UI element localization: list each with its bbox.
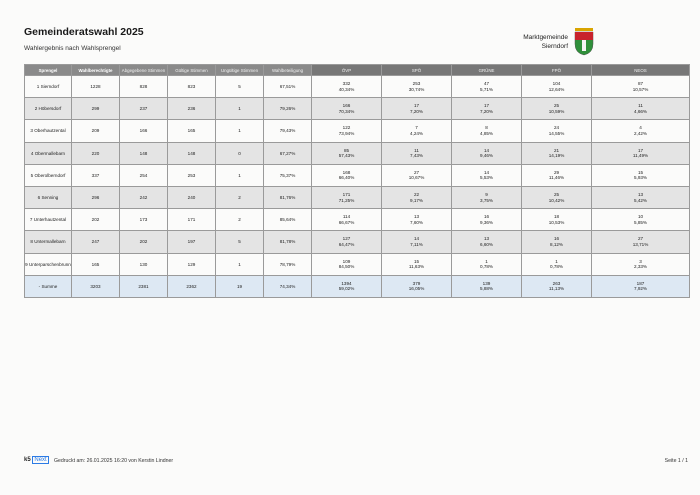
party-votes: 15	[413, 258, 420, 264]
party-votes: 11	[414, 147, 419, 153]
cell-party-result	[312, 142, 382, 164]
party-votes: 27	[637, 236, 644, 242]
cell-party-result	[452, 209, 522, 231]
cell-valid: 197	[168, 231, 216, 253]
cell-invalid: 5	[216, 76, 264, 98]
cell-party-result	[312, 209, 382, 231]
cell-party-result	[592, 164, 690, 186]
party-votes: 7	[415, 125, 418, 131]
table-row	[25, 120, 690, 142]
cell-party-result	[382, 186, 452, 208]
party-percent: 5,71%	[479, 86, 494, 92]
cell-party-result	[452, 76, 522, 98]
party-votes: 17	[483, 103, 490, 109]
cell-party-result	[522, 231, 592, 253]
party-percent: 10,67%	[408, 175, 425, 181]
party-votes: 29	[553, 169, 560, 175]
party-percent: 0,78%	[549, 264, 564, 270]
party-votes: 17	[637, 147, 644, 153]
party-votes: 47	[483, 81, 490, 87]
party-percent: 11,13%	[548, 286, 565, 292]
cell-party-result	[382, 209, 452, 231]
cell-invalid: 1	[216, 253, 264, 275]
cell-valid: 240	[168, 186, 216, 208]
party-votes: 171	[342, 192, 351, 198]
page-title: Gemeinderatswahl 2025	[24, 26, 144, 38]
cell-cast: 828	[120, 76, 168, 98]
party-percent: 9,36%	[479, 219, 494, 225]
party-percent: 40,34%	[338, 86, 355, 92]
cell-party-result	[522, 120, 592, 142]
party-percent: 66,67%	[338, 219, 355, 225]
party-percent: 16,05%	[408, 286, 425, 292]
cell-party-result	[452, 186, 522, 208]
cell-eligible: 220	[72, 142, 120, 164]
party-percent: 14,19%	[548, 153, 565, 159]
party-votes: 17	[413, 103, 420, 109]
party-percent: 30,74%	[408, 86, 425, 92]
cell-turnout: 67,27%	[264, 142, 312, 164]
party-votes: 139	[482, 280, 491, 286]
table-row	[25, 98, 690, 120]
party-percent: 57,43%	[338, 153, 355, 159]
party-votes: 87	[637, 81, 644, 87]
cell-eligible: 3203	[72, 275, 120, 297]
cell-name: 3 Oberhautzental	[25, 120, 72, 142]
coat-of-arms-icon	[574, 28, 594, 56]
cell-party-result	[592, 186, 690, 208]
party-percent: 8,12%	[549, 241, 564, 247]
cell-cast: 202	[120, 231, 168, 253]
party-percent: 5,93%	[633, 175, 648, 181]
cell-turnout: 81,78%	[264, 231, 312, 253]
party-percent: 7,92%	[633, 286, 648, 292]
total-row	[25, 275, 690, 297]
cell-turnout: 67,51%	[264, 76, 312, 98]
party-percent: 12,64%	[548, 86, 565, 92]
column-header: Wahlberechtigte	[72, 65, 120, 76]
cell-name: 2 Höbersdorf	[25, 98, 72, 120]
column-header: SPÖ	[382, 65, 452, 76]
party-votes: 9	[485, 192, 488, 198]
k5-next-logo	[24, 457, 49, 463]
municipality-line2: Sierndorf	[541, 43, 568, 50]
table-row	[25, 76, 690, 98]
cell-party-result	[592, 209, 690, 231]
cell-cast: 254	[120, 164, 168, 186]
party-percent: 73,94%	[338, 130, 355, 136]
party-percent: 5,42%	[633, 197, 648, 203]
cell-turnout: 74,34%	[264, 275, 312, 297]
party-votes: 13	[637, 192, 644, 198]
party-votes: 8	[485, 125, 488, 131]
cell-eligible: 202	[72, 209, 120, 231]
cell-party-result	[312, 253, 382, 275]
party-votes: 127	[342, 236, 351, 242]
party-percent: 71,25%	[338, 197, 355, 203]
cell-party-result	[382, 142, 452, 164]
cell-party-result	[312, 275, 382, 297]
cell-party-result	[522, 142, 592, 164]
party-votes: 1394	[341, 280, 352, 286]
page-subtitle: Wahlergebnis nach Wahlsprengel	[24, 45, 121, 52]
column-header: FPÖ	[522, 65, 592, 76]
cell-party-result	[452, 120, 522, 142]
cell-party-result	[382, 275, 452, 297]
cell-party-result	[592, 120, 690, 142]
party-percent: 0,78%	[479, 264, 494, 270]
cell-invalid: 2	[216, 186, 264, 208]
party-votes: 187	[636, 280, 645, 286]
cell-party-result	[312, 164, 382, 186]
party-votes: 27	[413, 169, 420, 175]
party-percent: 13,71%	[632, 241, 649, 247]
cell-cast: 173	[120, 209, 168, 231]
table-row	[25, 142, 690, 164]
party-percent: 4,85%	[479, 130, 494, 136]
party-votes: 114	[342, 214, 351, 220]
cell-party-result	[592, 275, 690, 297]
cell-party-result	[592, 98, 690, 120]
cell-invalid: 19	[216, 275, 264, 297]
party-percent: 11,63%	[408, 264, 425, 270]
cell-party-result	[522, 98, 592, 120]
party-percent: 14,55%	[548, 130, 565, 136]
cell-party-result	[522, 186, 592, 208]
party-percent: 4,66%	[633, 108, 648, 114]
party-percent: 84,50%	[338, 264, 355, 270]
cell-invalid: 1	[216, 120, 264, 142]
table-row	[25, 253, 690, 275]
cell-cast: 148	[120, 142, 168, 164]
cell-name: - Summe	[25, 275, 72, 297]
cell-cast: 166	[120, 120, 168, 142]
cell-cast: 2381	[120, 275, 168, 297]
municipality-line1: Marktgemeinde	[523, 34, 568, 41]
column-header: GRÜNE	[452, 65, 522, 76]
party-votes: 3	[639, 258, 642, 264]
column-header: ÖVP	[312, 65, 382, 76]
cell-party-result	[452, 164, 522, 186]
party-votes: 332	[342, 81, 351, 87]
party-votes: 104	[552, 81, 561, 87]
party-votes: 166	[342, 103, 351, 109]
page-number: Seite 1 / 1	[664, 458, 688, 464]
cell-cast: 237	[120, 98, 168, 120]
party-percent: 3,75%	[479, 197, 494, 203]
cell-party-result	[382, 164, 452, 186]
party-votes: 18	[553, 214, 560, 220]
municipality-name	[496, 33, 568, 51]
table-row	[25, 231, 690, 253]
cell-invalid: 1	[216, 164, 264, 186]
cell-party-result	[382, 253, 452, 275]
party-votes: 122	[342, 125, 351, 131]
cell-invalid: 5	[216, 231, 264, 253]
cell-party-result	[592, 142, 690, 164]
cell-eligible: 209	[72, 120, 120, 142]
cell-name: 8 Untermallebarn	[25, 231, 72, 253]
party-percent: 4,24%	[409, 130, 424, 136]
party-percent: 10,57%	[632, 86, 649, 92]
table-row	[25, 209, 690, 231]
party-percent: 5,53%	[479, 175, 494, 181]
cell-turnout: 75,37%	[264, 164, 312, 186]
cell-party-result	[452, 275, 522, 297]
cell-party-result	[522, 164, 592, 186]
cell-party-result	[452, 231, 522, 253]
cell-party-result	[452, 142, 522, 164]
cell-turnout: 85,64%	[264, 209, 312, 231]
cell-party-result	[452, 253, 522, 275]
party-percent: 2,42%	[633, 130, 648, 136]
cell-eligible: 337	[72, 164, 120, 186]
cell-cast: 130	[120, 253, 168, 275]
cell-turnout: 79,43%	[264, 120, 312, 142]
cell-invalid: 0	[216, 142, 264, 164]
table-row	[25, 186, 690, 208]
party-votes: 11	[638, 103, 643, 109]
cell-name: 1 Sierndorf	[25, 76, 72, 98]
cell-name: 7 Unterhautzental	[25, 209, 72, 231]
column-header: Ungültige Stimmen	[216, 65, 264, 76]
results-table	[24, 64, 690, 298]
party-votes: 14	[483, 169, 490, 175]
cell-turnout: 78,79%	[264, 253, 312, 275]
party-percent: 59,02%	[338, 286, 355, 292]
cell-cast: 242	[120, 186, 168, 208]
party-votes: 168	[342, 169, 351, 175]
party-votes: 4	[639, 125, 642, 131]
party-percent: 6,60%	[479, 241, 494, 247]
cell-party-result	[312, 120, 382, 142]
party-percent: 5,88%	[479, 286, 494, 292]
party-votes: 85	[343, 147, 350, 153]
logo-next-text: Next	[34, 457, 47, 463]
logo-k5-text: k5	[24, 457, 31, 463]
party-percent: 7,11%	[410, 241, 423, 247]
cell-party-result	[312, 98, 382, 120]
party-votes: 25	[553, 192, 560, 198]
cell-turnout: 81,76%	[264, 186, 312, 208]
column-header: Abgegebene Stimmen	[120, 65, 168, 76]
party-percent: 2,33%	[633, 264, 648, 270]
party-percent: 7,20%	[479, 108, 494, 114]
party-percent: 10,53%	[548, 219, 565, 225]
party-percent: 66,40%	[338, 175, 355, 181]
party-votes: 21	[553, 147, 560, 153]
party-votes: 14	[483, 147, 490, 153]
cell-party-result	[592, 76, 690, 98]
cell-valid: 823	[168, 76, 216, 98]
cell-party-result	[312, 76, 382, 98]
column-header: Sprengel	[25, 65, 72, 76]
cell-turnout: 79,26%	[264, 98, 312, 120]
party-votes: 379	[412, 280, 421, 286]
cell-invalid: 1	[216, 98, 264, 120]
cell-party-result	[312, 231, 382, 253]
party-percent: 5,85%	[633, 219, 648, 225]
party-percent: 64,47%	[338, 241, 355, 247]
print-info: Gedruckt am: 26.01.2025 16:20 von Kerstin Lindner	[54, 458, 174, 464]
cell-party-result	[382, 120, 452, 142]
party-votes: 1	[485, 258, 488, 264]
party-percent: 9,46%	[479, 153, 494, 159]
party-percent: 9,17%	[409, 197, 424, 203]
party-votes: 16	[483, 214, 490, 220]
cell-eligible: 1228	[72, 76, 120, 98]
cell-party-result	[452, 98, 522, 120]
column-header: Gültige Stimmen	[168, 65, 216, 76]
cell-party-result	[592, 231, 690, 253]
party-percent: 7,20%	[409, 108, 424, 114]
party-votes: 13	[413, 214, 420, 220]
cell-name: 9 Unterparschenbrunn	[25, 253, 72, 275]
party-votes: 25	[553, 103, 560, 109]
cell-name: 4 Obermallebarn	[25, 142, 72, 164]
cell-valid: 2362	[168, 275, 216, 297]
cell-name: 5 Oberolberndorf	[25, 164, 72, 186]
column-header: Wahlbeteiligung	[264, 65, 312, 76]
party-votes: 16	[553, 236, 560, 242]
party-percent: 7,43%	[409, 153, 424, 159]
party-percent: 10,59%	[548, 108, 565, 114]
party-percent: 7,60%	[409, 219, 424, 225]
cell-party-result	[592, 253, 690, 275]
party-votes: 24	[553, 125, 560, 131]
party-votes: 22	[413, 192, 420, 198]
table-header-row	[25, 65, 690, 76]
party-percent: 70,34%	[338, 108, 355, 114]
cell-eligible: 296	[72, 186, 120, 208]
table-row	[25, 164, 690, 186]
party-votes: 1	[555, 258, 558, 264]
cell-party-result	[312, 186, 382, 208]
cell-valid: 171	[168, 209, 216, 231]
cell-valid: 148	[168, 142, 216, 164]
cell-party-result	[522, 275, 592, 297]
party-percent: 11,49%	[632, 153, 649, 159]
cell-party-result	[522, 209, 592, 231]
cell-valid: 129	[168, 253, 216, 275]
cell-party-result	[382, 231, 452, 253]
cell-valid: 253	[168, 164, 216, 186]
party-percent: 10,42%	[548, 197, 565, 203]
party-percent: 11,46%	[548, 175, 565, 181]
party-votes: 14	[413, 236, 420, 242]
party-votes: 13	[483, 236, 490, 242]
cell-eligible: 165	[72, 253, 120, 275]
party-votes: 253	[412, 81, 421, 87]
cell-name: 6 Senning	[25, 186, 72, 208]
cell-party-result	[522, 253, 592, 275]
cell-valid: 165	[168, 120, 216, 142]
party-votes: 263	[552, 280, 561, 286]
cell-party-result	[382, 98, 452, 120]
cell-invalid: 2	[216, 209, 264, 231]
party-votes: 10	[637, 214, 644, 220]
party-votes: 15	[637, 169, 644, 175]
cell-party-result	[382, 76, 452, 98]
cell-valid: 236	[168, 98, 216, 120]
cell-eligible: 247	[72, 231, 120, 253]
cell-party-result	[522, 76, 592, 98]
column-header: NEOS	[592, 65, 690, 76]
party-votes: 109	[342, 258, 351, 264]
cell-eligible: 299	[72, 98, 120, 120]
